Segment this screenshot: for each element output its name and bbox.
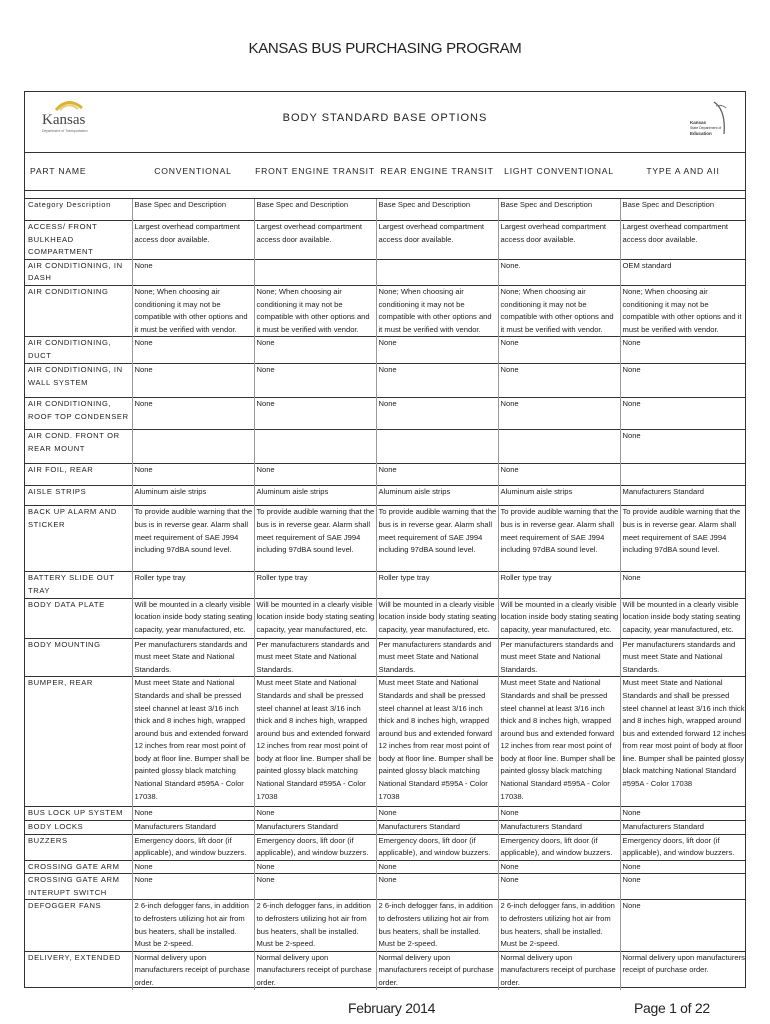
spec-cell: None [498, 364, 620, 398]
spec-cell: Must meet State and National Standards and shall be pressed steel channel at least 3/16 inch thick and 8 inches high, wrapped around bus and extended forward 12 inches from rear most point of body at floor line. Bumper shall be painted glossy black matching National Standard #595A - Color 17038 [254, 677, 376, 807]
spec-cell: None [254, 337, 376, 364]
table-row [24, 598, 746, 638]
spec-cell: None [498, 860, 620, 874]
spec-cell: None [254, 364, 376, 398]
spec-cell: Largest overhead compartment access door available. [254, 221, 376, 260]
table-row [24, 398, 746, 430]
spec-cell: Emergency doors, lift door (if applicable), and window buzzers. [376, 834, 498, 860]
spec-cell [376, 259, 498, 285]
spec-cell: Largest overhead compartment access door available. [498, 221, 620, 260]
part-name-cell: BODY LOCKS [24, 820, 132, 834]
table-row [24, 638, 746, 677]
spec-cell: None [498, 464, 620, 486]
spec-cell: None [132, 860, 254, 874]
part-name-cell: AIR CONDITIONING, ROOF TOP CONDENSER [24, 398, 132, 430]
spec-cell: None [620, 430, 746, 464]
spec-cell: None [620, 900, 746, 951]
spec-cell: None [132, 464, 254, 486]
spec-cell: Normal delivery upon manufacturers receipt of purchase order. [620, 951, 746, 989]
spec-cell: None [132, 337, 254, 364]
svg-text:Education: Education [690, 131, 712, 136]
spec-cell: Emergency doors, lift door (if applicable), and window buzzers. [620, 834, 746, 860]
spec-cell: OEM standard [620, 259, 746, 285]
spec-cell: Per manufacturers standards and must meet State and National Standards. [254, 638, 376, 677]
spec-cell: 2 6-inch defogger fans, in addition to defrosters utilizing hot air from bus heaters, shall be installed. Must be 2-speed. [132, 900, 254, 951]
spec-cell: Emergency doors, lift door (if applicable), and window buzzers. [132, 834, 254, 860]
spec-cell: Normal delivery upon manufacturers receipt of purchase order. [132, 951, 254, 989]
section-subtitle: BODY STANDARD BASE OPTIONS [282, 112, 488, 124]
spec-cell: None [498, 807, 620, 821]
table-row [24, 486, 746, 506]
spec-cell: Manufacturers Standard [498, 820, 620, 834]
spec-cell: None [498, 874, 620, 900]
spec-cell: None [254, 860, 376, 874]
table-row [24, 572, 746, 598]
spec-cell: Normal delivery upon manufacturers receipt of purchase order. [376, 951, 498, 989]
spec-cell: None [132, 398, 254, 430]
col-header-light-conventional: LIGHT CONVENTIONAL [504, 166, 614, 176]
logo-dept-text: Department of Transportation [42, 129, 88, 133]
spec-cell: None [376, 860, 498, 874]
spec-cell: 2 6-inch defogger fans, in addition to defrosters utilizing hot air from bus heaters, shall be installed. Must be 2-speed. [376, 900, 498, 951]
spec-cell: Must meet State and National Standards and shall be pressed steel channel at least 3/16 inch thick and 8 inches high, wrapped around bus and extended forward 12 inches from rear most point of body at floor line. Bumper shall be painted glossy black matching National Standard #595A - Color 17038. [498, 677, 620, 807]
spec-cell: Aluminum aisle strips [254, 486, 376, 506]
part-name-cell: BUZZERS [24, 834, 132, 860]
table-row [24, 951, 746, 989]
table-row [24, 506, 746, 572]
logo-kansas-text: Kansas [42, 112, 86, 128]
part-name-cell: AIR CONDITIONING [24, 285, 132, 336]
part-name-cell: CROSSING GATE ARM [24, 860, 132, 874]
spec-cell: Manufacturers Standard [132, 820, 254, 834]
part-name-cell: DELIVERY, EXTENDED [24, 951, 132, 989]
spec-cell: To provide audible warning that the bus is in reverse gear. Alarm shall meet requirement of SAE J994 including 97dBA sound level. [498, 506, 620, 572]
spec-cell: To provide audible warning that the bus is in reverse gear. Alarm shall meet requirement of SAE J994 including 97dBA sound level. [132, 506, 254, 572]
col-header-type-a: TYPE A AND AII [646, 166, 720, 176]
part-name-cell: BUS LOCK UP SYSTEM [24, 807, 132, 821]
table-row [24, 874, 746, 900]
spec-cell: None [376, 874, 498, 900]
spec-cell: Base Spec and Description [254, 199, 376, 221]
table-row [24, 834, 746, 860]
spec-cell: None; When choosing air conditioning it may not be compatible with other options and it must be verified with vendor. [132, 285, 254, 336]
spec-cell: None [376, 807, 498, 821]
table-row [24, 807, 746, 821]
spec-cell: Will be mounted in a clearly visible location inside body stating seating capacity, year manufactured, etc. [254, 598, 376, 638]
spec-cell: None [132, 364, 254, 398]
spec-cell: Per manufacturers standards and must meet State and National Standards. [620, 638, 746, 677]
spec-cell: None [376, 364, 498, 398]
spec-cell: None [620, 874, 746, 900]
col-header-part-name: PART NAME [30, 166, 87, 176]
table-row [24, 259, 746, 285]
spec-cell: None [132, 807, 254, 821]
spec-cell: None; When choosing air conditioning it may not be compatible with other options and it must be verified with vendor. [620, 285, 746, 336]
spec-cell: Will be mounted in a clearly visible location inside body stating seating capacity, year manufactured, etc. [620, 598, 746, 638]
spec-cell [620, 464, 746, 486]
table-row [24, 364, 746, 398]
col-header-rear-engine-transit: REAR ENGINE TRANSIT [380, 166, 494, 176]
spec-cell: Must meet State and National Standards and shall be pressed steel channel at least 3/16 inch thick and 8 inches high, wrapped around bus and extended forward 12 inches from rear most point of body at floor line. Bumper shall be painted glossy black matching National Standard #595A - Color 17038. [132, 677, 254, 807]
spec-cell: Manufacturers Standard [254, 820, 376, 834]
table-row [24, 900, 746, 951]
spec-cell: Largest overhead compartment access door available. [620, 221, 746, 260]
part-name-cell: AIR FOIL, REAR [24, 464, 132, 486]
table-row [24, 430, 746, 464]
spec-cell: None; When choosing air conditioning it may not be compatible with other options and it must be verified with vendor. [498, 285, 620, 336]
table-row [24, 337, 746, 364]
part-name-cell: ACCESS/ FRONT BULKHEAD COMPARTMENT [24, 221, 132, 260]
spec-cell: Manufacturers Standard [620, 820, 746, 834]
spec-cell: None [132, 259, 254, 285]
spec-cell: Roller type tray [254, 572, 376, 598]
spec-cell: Will be mounted in a clearly visible location inside body stating seating capacity, year manufactured, etc. [132, 598, 254, 638]
document-title: KANSAS BUS PURCHASING PROGRAM [248, 40, 522, 57]
spec-cell: None [132, 874, 254, 900]
spec-cell: None [376, 398, 498, 430]
table-row [24, 285, 746, 336]
spec-cell: None [498, 398, 620, 430]
svg-text:Kansas: Kansas [690, 120, 707, 125]
table-row [24, 677, 746, 807]
spec-cell: None; When choosing air conditioning it may not be compatible with other options and it must be verified with vendor. [254, 285, 376, 336]
table-row [24, 199, 746, 221]
part-name-cell: CROSSING GATE ARM INTERUPT SWITCH [24, 874, 132, 900]
part-name-cell: BATTERY SLIDE OUT TRAY [24, 572, 132, 598]
spec-cell: Manufacturers Standard [376, 820, 498, 834]
spec-cell [132, 430, 254, 464]
spec-cell [254, 430, 376, 464]
spec-cell: Aluminum aisle strips [132, 486, 254, 506]
spec-cell: 2 6-inch defogger fans, in addition to defrosters utilizing hot air from bus heaters, shall be installed. Must be 2-speed. [254, 900, 376, 951]
part-name-cell: AIR CONDITIONING, IN WALL SYSTEM [24, 364, 132, 398]
part-name-cell: AISLE STRIPS [24, 486, 132, 506]
part-name-cell: AIR CONDITIONING, DUCT [24, 337, 132, 364]
spec-cell: Base Spec and Description [132, 199, 254, 221]
spec-cell: To provide audible warning that the bus is in reverse gear. Alarm shall meet requirement of SAE J994 including 97dBA sound level. [254, 506, 376, 572]
spec-cell: None [254, 807, 376, 821]
table-row [24, 860, 746, 874]
spec-cell: None; When choosing air conditioning it may not be compatible with other options and it must be verified with vendor. [376, 285, 498, 336]
spec-cell: None [254, 464, 376, 486]
spec-cell: None. [498, 259, 620, 285]
options-table [24, 158, 746, 990]
part-name-cell: Category Description [24, 199, 132, 221]
spec-cell: Will be mounted in a clearly visible location inside body stating seating capacity, year manufactured, etc. [376, 598, 498, 638]
spec-cell: To provide audible warning that the bus is in reverse gear. Alarm shall meet requirement of SAE J994 including 97dBA sound level. [620, 506, 746, 572]
header-divider-top [24, 152, 746, 153]
footer-page-number: Page 1 of 22 [634, 1000, 710, 1016]
spec-cell: Roller type tray [132, 572, 254, 598]
svg-text:State Department of: State Department of [690, 126, 722, 130]
spec-cell: Manufacturers Standard [620, 486, 746, 506]
spec-cell: None [620, 860, 746, 874]
part-name-cell: BODY DATA PLATE [24, 598, 132, 638]
spec-cell: To provide audible warning that the bus is in reverse gear. Alarm shall meet requirement of SAE J994 including 97dBA sound level. [376, 506, 498, 572]
spec-cell: Aluminum aisle strips [376, 486, 498, 506]
table-body [24, 199, 746, 990]
col-header-conventional: CONVENTIONAL [154, 166, 232, 176]
spec-cell: Roller type tray [376, 572, 498, 598]
part-name-cell: BUMPER, REAR [24, 677, 132, 807]
part-name-cell: BACK UP ALARM AND STICKER [24, 506, 132, 572]
spec-cell: Largest overhead compartment access door available. [132, 221, 254, 260]
spec-cell: Will be mounted in a clearly visible location inside body stating seating capacity, year manufactured, etc. [498, 598, 620, 638]
spec-cell: None [620, 398, 746, 430]
spec-cell: Normal delivery upon manufacturers receipt of purchase order. [254, 951, 376, 989]
spec-cell: None [498, 337, 620, 364]
col-header-front-engine-transit: FRONT ENGINE TRANSIT [255, 166, 375, 176]
spec-cell: Emergency doors, lift door (if applicable), and window buzzers. [498, 834, 620, 860]
table-row [24, 221, 746, 260]
spec-cell: None [620, 807, 746, 821]
spec-cell: None [620, 337, 746, 364]
spec-cell: Must meet State and National Standards and shall be pressed steel channel at least 3/16 inch thick and 8 inches high, wrapped around bus and extended forward 12 inches from rear most point of body at floor line. Bumper shall be painted glossy black matching National Standard #595A - Color 17038 [620, 677, 746, 807]
part-name-cell: DEFOGGER FANS [24, 900, 132, 951]
spec-cell: Roller type tray [498, 572, 620, 598]
spec-cell: None [254, 874, 376, 900]
spec-cell [376, 430, 498, 464]
spec-cell: Base Spec and Description [376, 199, 498, 221]
spec-cell: 2 6-inch defogger fans, in addition to defrosters utilizing hot air from bus heaters, shall be installed. Must be 2-speed. [498, 900, 620, 951]
spec-cell: Emergency doors, lift door (if applicable), and window buzzers. [254, 834, 376, 860]
spec-cell: Largest overhead compartment access door available. [376, 221, 498, 260]
part-name-cell: AIR CONDITIONING, IN DASH [24, 259, 132, 285]
spec-cell: Aluminum aisle strips [498, 486, 620, 506]
spec-cell: Base Spec and Description [498, 199, 620, 221]
spec-cell: Per manufacturers standards and must meet State and National Standards. [376, 638, 498, 677]
spec-cell [498, 430, 620, 464]
part-name-cell: AIR COND. FRONT OR REAR MOUNT [24, 430, 132, 464]
spec-cell: Per manufacturers standards and must meet State and National Standards. [498, 638, 620, 677]
table-header-row [24, 158, 746, 184]
spec-cell: None [620, 364, 746, 398]
spec-cell [254, 259, 376, 285]
spec-cell: None [620, 572, 746, 598]
table-row [24, 820, 746, 834]
kansas-education-logo [686, 98, 734, 150]
spec-cell: Per manufacturers standards and must meet State and National Standards. [132, 638, 254, 677]
table-row [24, 464, 746, 486]
spec-cell: Must meet State and National Standards and shall be pressed steel channel at least 3/16 inch thick and 8 inches high, wrapped around bus and extended forward 12 inches from rear most point of body at floor line. Bumper shall be painted glossy black matching National Standard #595A - Color 17038 [376, 677, 498, 807]
footer-date: February 2014 [348, 1000, 436, 1016]
spec-cell: None [376, 337, 498, 364]
spec-cell: Normal delivery upon manufacturers receipt of purchase order. [498, 951, 620, 989]
spec-cell: None [254, 398, 376, 430]
spec-cell: None [376, 464, 498, 486]
spec-cell: Base Spec and Description [620, 199, 746, 221]
part-name-cell: BODY MOUNTING [24, 638, 132, 677]
